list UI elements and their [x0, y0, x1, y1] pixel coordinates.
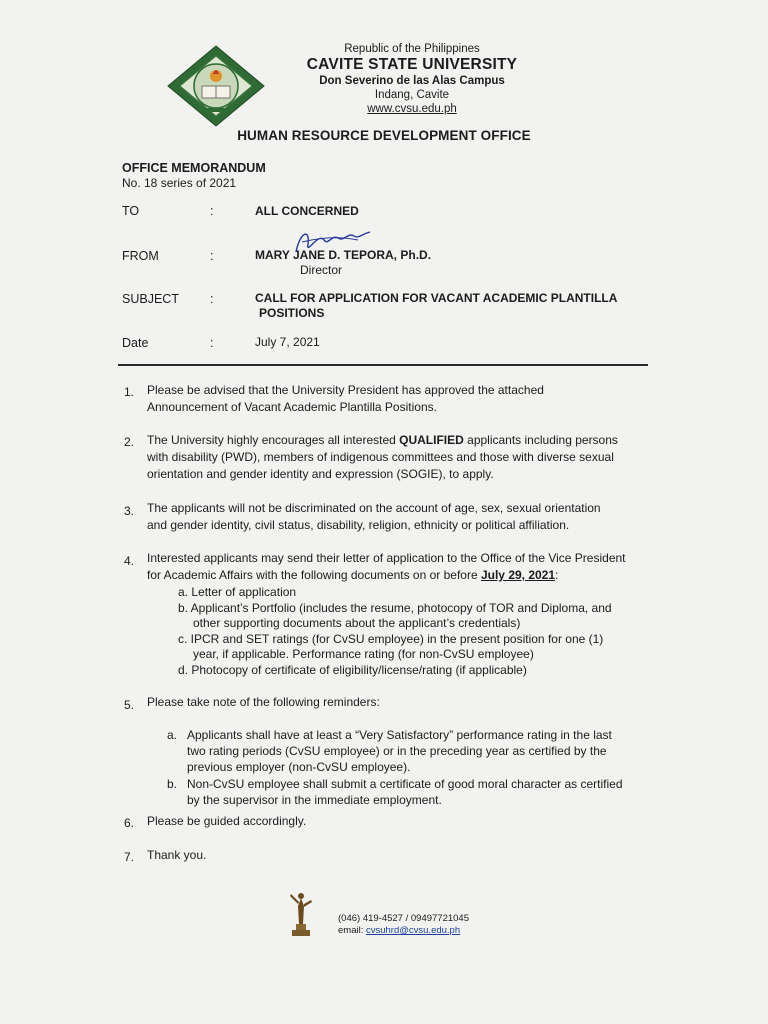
to-colon: :: [210, 204, 214, 218]
memo-number: No. 18 series of 2021: [122, 176, 237, 190]
item-5-number: 5.: [124, 698, 135, 712]
item-1-line-1: Please be advised that the University President has approved the attached: [147, 383, 544, 397]
item-3-number: 3.: [124, 504, 135, 518]
campus-name: Don Severino de las Alas Campus: [319, 75, 505, 87]
item-4-number: 4.: [124, 554, 135, 568]
application-deadline: July 29, 2021: [480, 568, 556, 582]
item-2-text-c: applicants including persons: [463, 433, 618, 447]
subject-line-1: CALL FOR APPLICATION FOR VACANT ACADEMIC PLANTILLA: [255, 291, 618, 305]
item-5a-line-2: two rating periods (CvSU employee) or in the preceding year as certified by the: [187, 744, 607, 758]
item-4-line-2: [147, 567, 558, 584]
item-6-line-1: Please be guided accordingly.: [147, 814, 307, 828]
item-4c-line-1: c. IPCR and SET ratings (for CvSU employee) in the present position for one (1): [178, 632, 604, 646]
email-label: email:: [338, 925, 366, 936]
contact-footer: [338, 913, 469, 937]
item-2-number: 2.: [124, 435, 135, 449]
item-5a-line-3: previous employer (non-CvSU employee).: [187, 760, 411, 774]
item-2-line-3: orientation and gender identity and expression (SOGIE), to apply.: [147, 467, 494, 481]
date-colon: :: [210, 336, 214, 350]
date-label: Date: [122, 336, 149, 350]
from-title: Director: [300, 263, 343, 277]
item-7-line-1: Thank you.: [147, 848, 207, 862]
letterhead: [262, 42, 562, 116]
subject-label: SUBJECT: [122, 292, 179, 306]
statue-emblem: [286, 890, 316, 938]
item-4-text-a: for Academic Affairs with the following documents on or before: [147, 568, 481, 582]
subject-line-2: POSITIONS: [259, 306, 325, 320]
item-4c-line-2: year, if applicable. Performance rating (for non-CvSU employee): [193, 647, 534, 661]
item-7-number: 7.: [124, 850, 135, 864]
item-4b-line-2: other supporting documents about the applicant’s credentials): [193, 616, 521, 630]
item-1-number: 1.: [124, 385, 135, 399]
item-5b-line-1: Non-CvSU employee shall submit a certificate of good moral character as certified: [187, 777, 623, 791]
email-link[interactable]: cvsuhrd@cvsu.edu.ph: [365, 925, 461, 936]
date-value: July 7, 2021: [255, 335, 320, 349]
item-3-line-2: and gender identity, civil status, disability, religion, ethnicity or political affiliation.: [147, 518, 570, 532]
republic-line: Republic of the Philippines: [344, 43, 480, 55]
item-6-number: 6.: [124, 816, 135, 830]
item-5a-label: a.: [167, 728, 178, 742]
university-seal-logo: [166, 44, 266, 128]
item-2-text-a: The University highly encourages all interested: [147, 433, 400, 447]
item-4d: d. Photocopy of certificate of eligibility/license/rating (if applicable): [178, 663, 527, 677]
item-5a-line-1: Applicants shall have at least a “Very Satisfactory” performance rating in the last: [187, 728, 612, 742]
from-colon: :: [210, 249, 214, 263]
contact-phone: (046) 419-4527 / 09497721045: [338, 913, 470, 924]
to-value: ALL CONCERNED: [255, 204, 359, 218]
contact-email-line: [338, 925, 469, 937]
from-label: FROM: [122, 249, 159, 263]
office-name: HUMAN RESOURCE DEVELOPMENT OFFICE: [237, 128, 531, 143]
item-5b-line-2: by the supervisor in the immediate employment.: [187, 793, 442, 807]
header-divider: [118, 364, 648, 366]
item-2-line-1: [147, 432, 618, 449]
item-4-text-c: :: [555, 568, 559, 582]
item-4b-line-1: b. Applicant’s Portfolio (includes the resume, photocopy of TOR and Diploma, and: [178, 601, 612, 615]
to-label: TO: [122, 204, 140, 218]
item-1-line-2: Announcement of Vacant Academic Plantilla Positions.: [147, 400, 437, 414]
item-5-line-1: Please take note of the following reminders:: [147, 695, 380, 709]
university-name: CAVITE STATE UNIVERSITY: [306, 56, 518, 73]
item-5b-label: b.: [167, 777, 178, 791]
subject-colon: :: [210, 292, 214, 306]
from-value: MARY JANE D. TEPORA, Ph.D.: [255, 248, 432, 262]
item-3-line-1: The applicants will not be discriminated on the account of age, sex, sexual orientation: [147, 501, 601, 515]
website-link[interactable]: www.cvsu.edu.ph: [367, 103, 457, 115]
qualified-emphasis: QUALIFIED: [399, 433, 464, 447]
item-4-line-1: Interested applicants may send their letter of application to the Office of the Vice President: [147, 551, 626, 565]
memo-title: OFFICE MEMORANDUM: [122, 161, 266, 175]
signature: [288, 222, 378, 262]
item-2-line-2: with disability (PWD), members of indigenous committees and those with diverse sexual: [147, 450, 614, 464]
item-4a: a. Letter of application: [178, 585, 297, 599]
campus-location: Indang, Cavite: [374, 89, 450, 101]
